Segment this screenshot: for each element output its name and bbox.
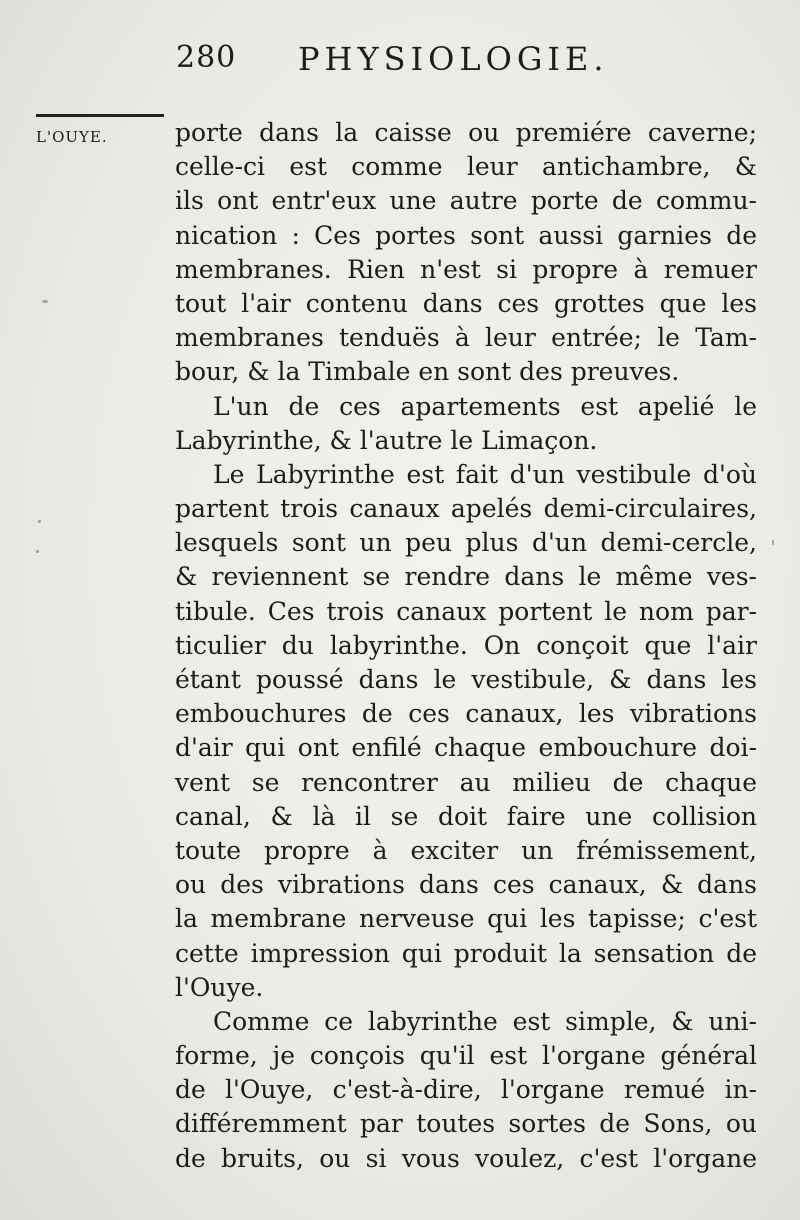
text-line: partent trois canaux apelés demi-circulaires, (175, 494, 757, 524)
page-header (170, 40, 640, 90)
text-line: d'air qui ont enfilé chaque embouchure doi- (175, 733, 757, 763)
text-line: tout l'air contenu dans ces grottes que les (175, 288, 757, 318)
text-line: l'Ouye. (175, 972, 264, 1002)
text-line: nication : Ces portes sont aussi garnies de (175, 220, 757, 250)
margin-rule (36, 114, 164, 117)
text-line: ou des vibrations dans ces canaux, & dans (175, 870, 757, 900)
text-line: étant poussé dans le vestibule, & dans les (175, 665, 757, 694)
text-line: de l'Ouye, c'est-à-dire, l'organe remué in- (175, 1075, 757, 1105)
text-line: porte dans la caisse ou premiére caverne; (175, 118, 757, 147)
text-line: Comme ce labyrinthe est simple, & uni- (213, 1006, 757, 1036)
text-line: ils ont entr'eux une autre porte de commu- (175, 186, 757, 216)
text-line: ticulier du labyrinthe. On conçoit que l'air (175, 630, 757, 660)
text-line: la membrane nerveuse qui les tapisse; c'est (175, 904, 757, 934)
text-line: forme, je conçois qu'il est l'organe général (175, 1041, 757, 1071)
text-line: Labyrinthe, & l'autre le Limaçon. (175, 425, 598, 455)
text-line: de bruits, ou si vous voulez, c'est l'organe (175, 1143, 757, 1173)
text-line: cette impression qui produit la sensation de (175, 938, 757, 968)
text-line: & reviennent se rendre dans le même ves- (175, 562, 757, 592)
text-line: toute propre à exciter un frémissement, (175, 835, 757, 865)
text-line: Le Labyrinthe est fait d'un vestibule d'où (213, 459, 757, 489)
body-text (175, 116, 757, 1176)
paper-speck (38, 520, 41, 523)
text-line: vent se rencontrer au milieu de chaque (175, 767, 757, 797)
text-line: embouchures de ces canaux, les vibrations (175, 699, 757, 729)
text-line: lesquels sont un peu plus d'un demi-cercle, (175, 528, 757, 558)
paper-speck (36, 550, 39, 553)
text-line: membranes tenduës à leur entrée; le Tam- (175, 323, 757, 353)
text-line: bour, & la Timbale en sont des preuves. (175, 357, 680, 387)
paper-speck (772, 540, 774, 545)
page-number: 280 (176, 40, 237, 75)
text-line: celle-ci est comme leur antichambre, & (175, 152, 757, 182)
text-line: tibule. Ces trois canaux portent le nom par- (175, 596, 757, 626)
text-line: canal, & là il se doit faire une collision (175, 801, 757, 831)
text-line: différemment par toutes sortes de Sons, ou (175, 1109, 757, 1139)
paper-speck (42, 300, 48, 303)
running-head: PHYSIOLOGIE. (298, 40, 609, 78)
text-line: membranes. Rien n'est si propre à remuer (175, 254, 757, 284)
text-line: L'un de ces apartements est apelié le (213, 391, 757, 421)
margin-note: L'OUYE. (36, 128, 108, 146)
